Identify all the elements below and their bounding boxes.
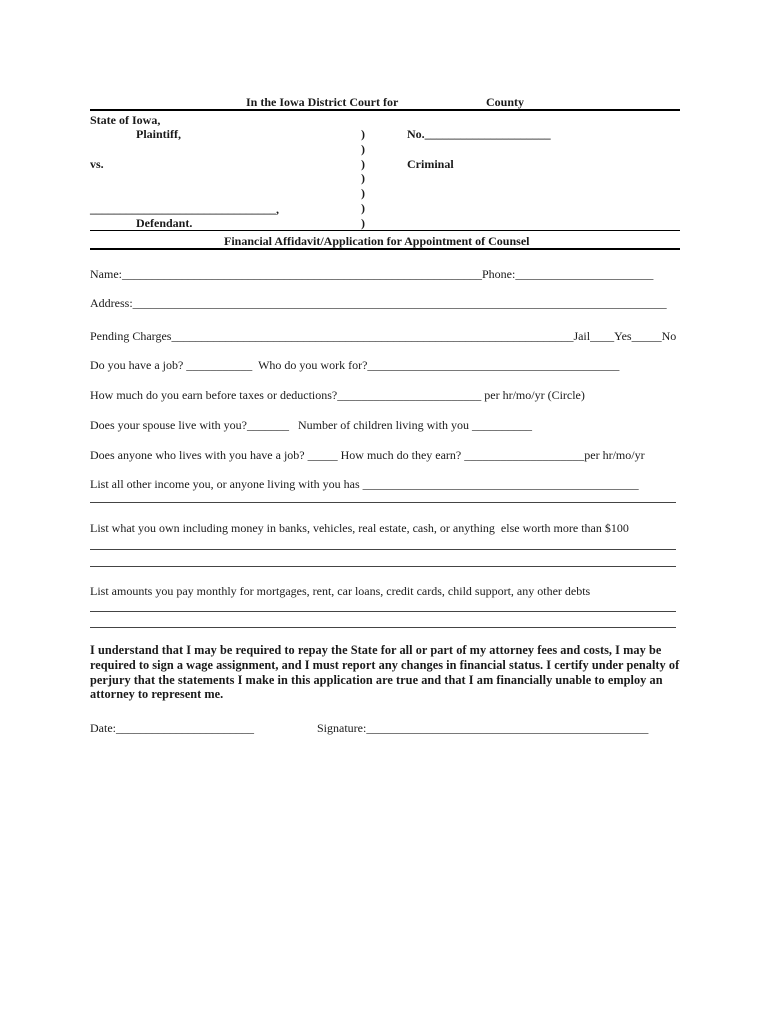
address-field[interactable]: Address:_________________________________________________________________________________________ xyxy=(90,296,667,310)
form-title: Financial Affidavit/Application for Appointment of Counsel xyxy=(224,234,530,248)
signature-field[interactable]: Signature:_______________________________________________ xyxy=(317,721,649,735)
monthly-payments-line[interactable] xyxy=(90,611,676,612)
household-job-field[interactable]: Does anyone who lives with you have a job? _____ How much do they earn? ____________________per hr/mo/yr xyxy=(90,448,645,462)
state-label: State of Iowa, xyxy=(90,113,161,127)
caption-paren: ) xyxy=(361,201,365,215)
caption-paren: ) xyxy=(361,142,365,156)
case-number-field[interactable]: No._____________________ xyxy=(407,127,551,141)
defendant-label: Defendant. xyxy=(136,216,193,230)
case-type-label: Criminal xyxy=(407,157,454,171)
monthly-payments-label: List amounts you pay monthly for mortgages, rent, car loans, credit cards, child support, any other debts xyxy=(90,584,591,598)
county-label: County xyxy=(486,95,525,109)
certification-statement: I understand that I may be required to repay the State for all or part of my attorney fees and costs, I may be required to sign a wage assignment, and I must report any changes in financial status. I certify under penalty of perjury that the statements I make in this application are true and that I am financially unable to employ an attorney to represent me. xyxy=(90,643,680,702)
caption-paren: ) xyxy=(361,171,365,185)
assets-label: List what you own including money in banks, vehicles, real estate, cash, or anything else worth more than $100 xyxy=(90,521,629,535)
pending-charges-field[interactable]: Pending Charges___________________________________________________________________Jail____Yes_____No xyxy=(90,329,677,343)
title-top-rule xyxy=(90,230,680,231)
name-phone-field[interactable]: Name:____________________________________________________________Phone:_______________________ xyxy=(90,267,654,281)
plaintiff-label: Plaintiff, xyxy=(136,127,181,141)
caption-paren: ) xyxy=(361,186,365,200)
defendant-name-blank[interactable]: _______________________________, xyxy=(90,202,279,216)
vs-label: vs. xyxy=(90,157,104,171)
caption-paren: ) xyxy=(361,216,365,230)
other-income-line[interactable] xyxy=(90,502,676,503)
spouse-children-field[interactable]: Does your spouse live with you?_______ Number of children living with you __________ xyxy=(90,418,532,432)
caption-paren: ) xyxy=(361,127,365,141)
earnings-field[interactable]: How much do you earn before taxes or deductions?________________________ per hr/mo/yr (Circle) xyxy=(90,388,585,402)
court-title: In the Iowa District Court for xyxy=(246,95,399,109)
job-field[interactable]: Do you have a job? ___________ Who do you work for?__________________________________________ xyxy=(90,358,620,372)
monthly-payments-line[interactable] xyxy=(90,627,676,628)
other-income-field[interactable]: List all other income you, or anyone living with you has ______________________________________________ xyxy=(90,477,639,491)
header-rule xyxy=(90,109,680,111)
assets-line[interactable] xyxy=(90,549,676,550)
title-bottom-rule xyxy=(90,248,680,250)
caption-paren: ) xyxy=(361,157,365,171)
date-field[interactable]: Date:_______________________ xyxy=(90,721,254,735)
assets-line[interactable] xyxy=(90,566,676,567)
